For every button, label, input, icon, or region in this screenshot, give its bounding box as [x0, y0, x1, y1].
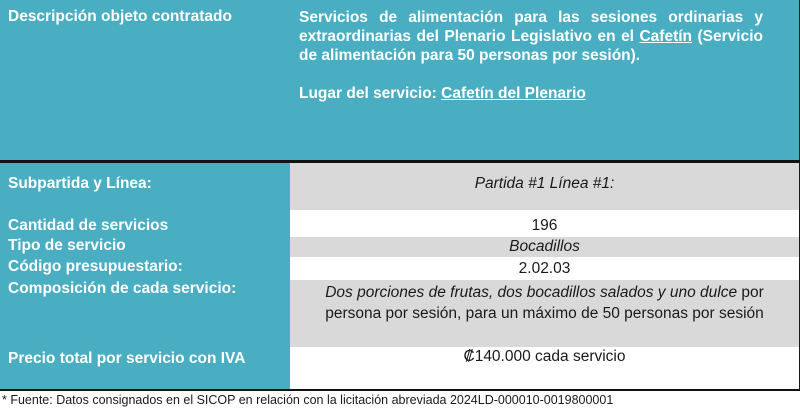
tipo-servicio-label: Tipo de servicio [8, 237, 126, 254]
tipo-servicio-value: Bocadillos [509, 238, 580, 255]
contract-description-label: Descripción objeto contratado [8, 8, 232, 25]
divider-bottom [0, 389, 800, 391]
codigo-presupuestario-value: 2.02.03 [518, 260, 571, 277]
subpartida-label: Subpartida y Línea: [8, 175, 152, 192]
codigo-presupuestario-label: Código presupuestario: [8, 258, 183, 275]
composicion-label: Composición de cada servicio: [8, 280, 237, 297]
contract-description-text [299, 8, 763, 103]
source-footnote: * Fuente: Datos consignados en el SICOP en relación con la licitación abreviada 2024LD-000010-0019800001 [2, 393, 614, 407]
values-column [290, 163, 799, 389]
contract-description-part1: Servicios de alimentación para las sesiones ordinarias y extraordinarias del Plenario Legislativo en el [299, 9, 763, 45]
cafetin-link-text: Cafetín [639, 28, 693, 45]
precio-label: Precio total por servicio con IVA [8, 350, 246, 367]
composicion-value [302, 283, 787, 324]
precio-value: ₡140.000 cada servicio [463, 348, 626, 365]
labels-column [0, 163, 290, 389]
cantidad-label: Cantidad de servicios [8, 217, 169, 234]
cantidad-value: 196 [531, 217, 558, 234]
service-place-value: Cafetín del Plenario [441, 85, 586, 102]
contract-description-section [0, 0, 799, 160]
composicion-value-italic: Dos porciones de frutas, dos bocadillos salados y uno dulce [325, 284, 738, 301]
service-place-label: Lugar del servicio: [299, 85, 442, 102]
contract-description-part2: (Servicio de alimentación para 50 personas por sesión). [299, 28, 763, 64]
subpartida-value: Partida #1 Línea #1: [474, 175, 615, 192]
composicion-value-rest: por persona por sesión, para un máximo de 50 personas por sesión [325, 284, 764, 322]
